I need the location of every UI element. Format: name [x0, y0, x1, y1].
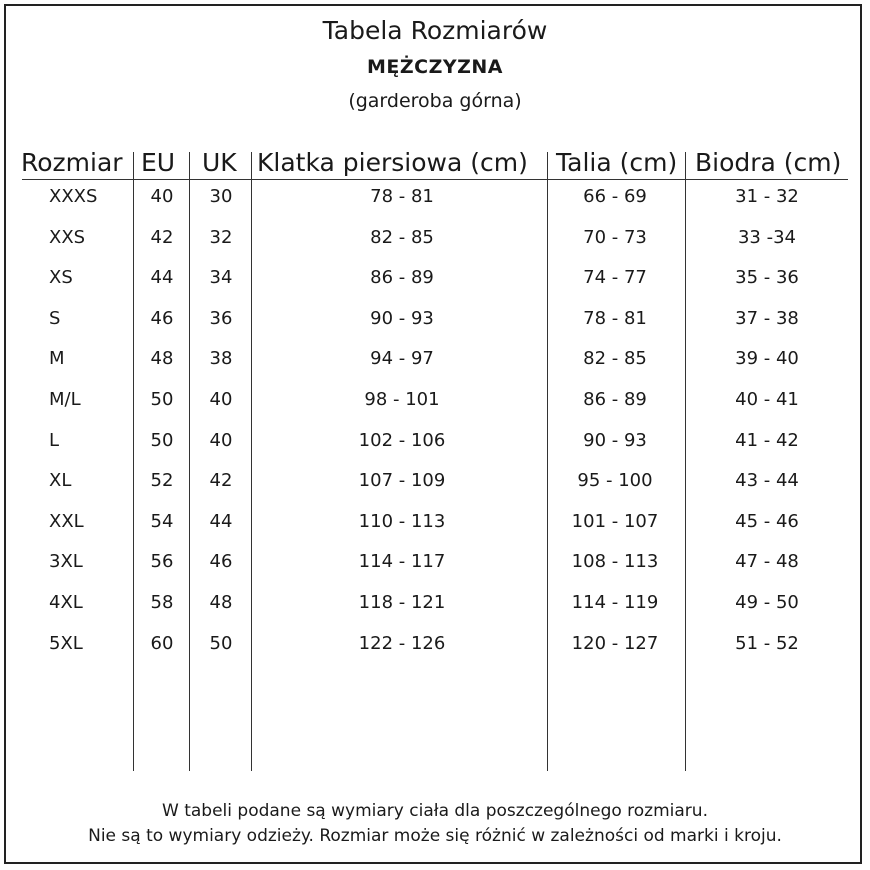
size-cell: M: [49, 348, 65, 370]
hips-cell: 37 - 38: [735, 307, 799, 329]
category-label: (garderoba górna): [348, 90, 522, 112]
uk-cell: 30: [209, 186, 233, 207]
column-header-size: Rozmiar: [21, 148, 123, 177]
size-cell: XS: [49, 267, 73, 289]
uk-cell: 36: [209, 307, 233, 329]
chest-cell: 122 - 126: [358, 632, 446, 654]
footer-note: W tabeli podane są wymiary ciała dla poszczególnego rozmiaru.: [162, 801, 708, 821]
size-cell: 5XL: [49, 632, 83, 654]
waist-cell: 90 - 93: [583, 429, 647, 451]
hips-cell: 40 - 41: [735, 389, 799, 410]
chest-cell: 82 - 85: [370, 226, 434, 248]
uk-cell: 40: [209, 389, 233, 410]
eu-cell: 50: [150, 429, 174, 451]
size-cell: XL: [49, 470, 72, 492]
waist-cell: 95 - 100: [577, 470, 653, 492]
size-cell: 3XL: [49, 551, 83, 573]
size-cell: M/L: [49, 389, 81, 410]
eu-cell: 56: [150, 551, 174, 573]
uk-cell: 38: [209, 348, 233, 370]
eu-cell: 58: [150, 592, 174, 613]
chest-cell: 90 - 93: [370, 307, 434, 329]
eu-cell: 52: [150, 470, 174, 492]
uk-cell: 44: [209, 510, 233, 532]
hips-cell: 41 - 42: [735, 429, 799, 451]
eu-cell: 54: [150, 510, 174, 532]
hips-cell: 45 - 46: [735, 510, 799, 532]
waist-cell: 114 - 119: [571, 592, 659, 613]
column-divider: [133, 152, 134, 771]
hips-cell: 43 - 44: [735, 470, 799, 492]
column-header-waist: Talia (cm): [556, 148, 678, 177]
eu-cell: 40: [150, 186, 174, 207]
column-header-hips: Biodra (cm): [695, 148, 842, 177]
column-header-uk: UK: [202, 148, 237, 177]
hips-cell: 31 - 32: [735, 186, 799, 207]
hips-cell: 51 - 52: [735, 632, 799, 654]
chest-cell: 86 - 89: [370, 267, 434, 289]
eu-cell: 60: [150, 632, 174, 654]
size-cell: XXS: [49, 226, 86, 248]
uk-cell: 42: [209, 470, 233, 492]
uk-cell: 50: [209, 632, 233, 654]
column-divider: [685, 152, 686, 771]
waist-cell: 120 - 127: [571, 632, 659, 654]
waist-cell: 66 - 69: [583, 186, 647, 207]
size-cell: XXL: [49, 510, 84, 532]
chest-cell: 118 - 121: [358, 592, 446, 613]
uk-cell: 32: [209, 226, 233, 248]
eu-cell: 42: [150, 226, 174, 248]
eu-cell: 46: [150, 307, 174, 329]
size-cell: XXXS: [49, 186, 98, 207]
waist-cell: 108 - 113: [571, 551, 659, 573]
size-cell: L: [49, 429, 60, 451]
waist-cell: 70 - 73: [583, 226, 647, 248]
waist-cell: 74 - 77: [583, 267, 647, 289]
size-cell: 4XL: [49, 592, 83, 613]
eu-cell: 48: [150, 348, 174, 370]
eu-cell: 50: [150, 389, 174, 410]
header-divider: [22, 179, 848, 180]
uk-cell: 46: [209, 551, 233, 573]
uk-cell: 34: [209, 267, 233, 289]
waist-cell: 101 - 107: [571, 510, 659, 532]
hips-cell: 35 - 36: [735, 267, 799, 289]
eu-cell: 44: [150, 267, 174, 289]
hips-cell: 33 -34: [737, 226, 797, 248]
uk-cell: 40: [209, 429, 233, 451]
chest-cell: 107 - 109: [358, 470, 446, 492]
size-cell: S: [49, 307, 61, 329]
chest-cell: 110 - 113: [358, 510, 446, 532]
uk-cell: 48: [209, 592, 233, 613]
column-header-chest: Klatka piersiowa (cm): [257, 148, 528, 177]
hips-cell: 39 - 40: [735, 348, 799, 370]
column-header-eu: EU: [141, 148, 176, 177]
waist-cell: 86 - 89: [583, 389, 647, 410]
chest-cell: 114 - 117: [358, 551, 446, 573]
footer-note: Nie są to wymiary odzieży. Rozmiar może się różnić w zależności od marki i kroju.: [88, 826, 782, 846]
chest-cell: 98 - 101: [364, 389, 440, 410]
page-title: Tabela Rozmiarów: [322, 16, 548, 45]
hips-cell: 47 - 48: [735, 551, 799, 573]
chest-cell: 78 - 81: [370, 186, 434, 207]
chest-cell: 102 - 106: [358, 429, 446, 451]
waist-cell: 82 - 85: [583, 348, 647, 370]
chest-cell: 94 - 97: [370, 348, 434, 370]
page-subtitle: MĘŻCZYZNA: [366, 56, 504, 78]
hips-cell: 49 - 50: [735, 592, 799, 613]
waist-cell: 78 - 81: [583, 307, 647, 329]
